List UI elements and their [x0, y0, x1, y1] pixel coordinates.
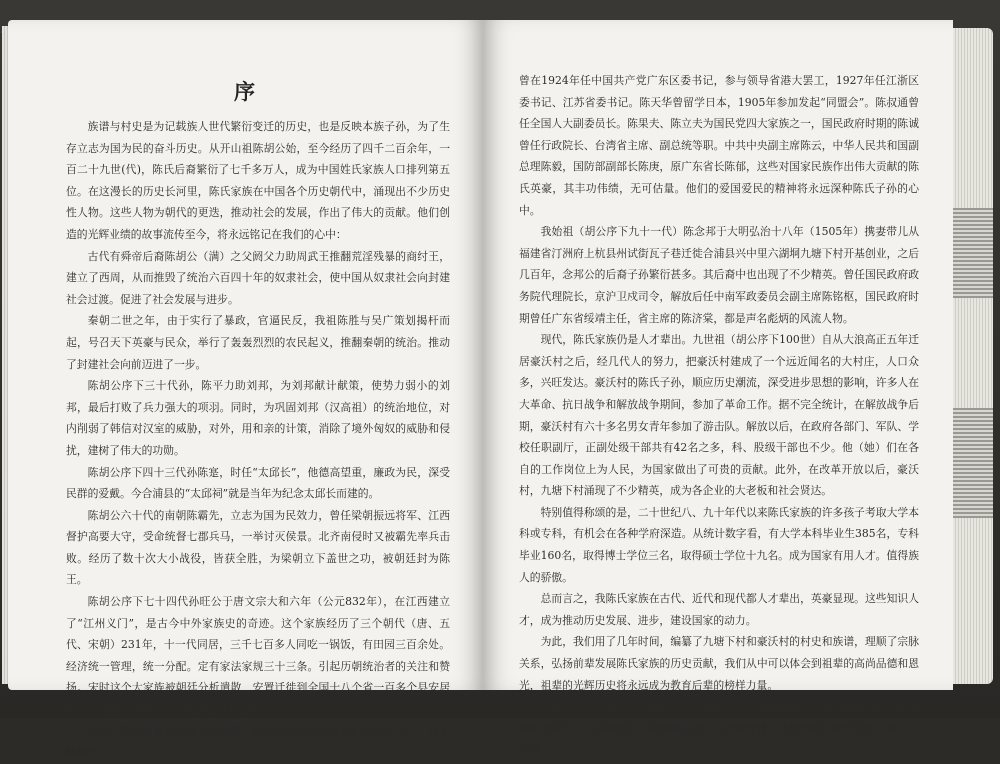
paragraph: 近代，陈氏家族亦出现不少英豪。陈独秀是中国共产党的创始人之一，其子陈延年， — [66, 724, 450, 760]
open-book — [8, 20, 988, 760]
right-page-text — [519, 70, 919, 761]
paragraph: 曾在1924年任中国共产党广东区委书记，参与领导省港大罢工，1927年任江浙区委书记、江苏省委书记。陈天华曾留学日本，1905年参加发起“同盟会”。陈叔通曾任全国人大副委员长。陈果夫、陈立夫为国民党四大家族之一，国民政府时期的陈诚曾任行政院长、台湾省主席、副总统等职。中共中央副主席陈云，中华人民共和国副总理陈毅，国防部副部长陈庚，原广东省长陈郁，这些对国家民族作出伟大贡献的陈氏英豪，其丰功伟绩，无可估量。他们的爱国爱民的精神将永远深种陈氏子孙的心中。 — [519, 74, 919, 217]
left-page — [8, 20, 483, 760]
page-block-edge — [953, 28, 993, 684]
paragraph: 特别值得称颂的是，二十世纪八、九十年代以来陈氏家族的许多孩子考取大学本科或专科，有机会在各种学府深造。从统计数字看，有大学本科毕业生385名，专科毕业160名，取得博士学位三名，取得硕士学位十九名。成为国家有用人才。值得族人的骄傲。 — [519, 505, 919, 584]
paragraph: 陈胡公序下四十三代孙陈寔，时任“太邱长”，他德高望重，廉政为民，深受民群的爱戴。今合浦县的“太邱祠”就是当年为纪念太邱长而建的。 — [66, 465, 450, 501]
paragraph: 为此，我们用了几年时间，编纂了九塘下村和豪沃村的村史和族谱，理顺了宗脉关系，弘扬前辈发展陈氏家族的历史贡献，我们从中可以体会到祖辈的高尚品德和恩光，祖辈的光辉历史将永远成为教育后辈的榜样力量。 — [519, 635, 919, 692]
paragraph: 总而言之，我陈氏家族在古代、近代和现代都人才辈出，英豪显现。这些知识人才，成为推动历史发展、进步，建设国家的动力。 — [519, 592, 919, 627]
paragraph: 陈胡公序下三十代孙，陈平力助刘邦，为刘邦献计献策，使势力弱小的刘邦，最后打败了兵力强大的项羽。同时，为巩固刘邦（汉高祖）的统治地位，对内削弱了韩信对汉室的威胁，对外，用和亲的计策，消除了境外匈奴的威胁和侵扰，建树了伟大的功勋。 — [66, 379, 450, 457]
paragraph: 秦朝二世之年，由于实行了暴政，官逼民反，我祖陈胜与吴广策划揭杆而起，号召天下英豪与民众，举行了轰轰烈烈的农民起义，推翻秦朝的统治。推动了封建社会向前迈进了一步。 — [66, 314, 450, 371]
paragraph: 现代，陈氏家族仍是人才辈出。九世祖（胡公序下100世）自从大浪高正五年迁居豪沃村之后，经几代人的努力，把豪沃村建成了一个远近闻名的大村庄，人口众多，兴旺发达。豪沃村的陈氏子孙，顺应历史潮流，深受进步思想的影响，许多人在大革命、抗日战争和解放战争期间，参加了革命工作。据不完全统计，在解放战争后期，豪沃村有六十多名男女青年参加了游击队。解放以后，在政府各部门、军队、学校任职副厅，正副处级干部共有42名之多，科、股级干部也不少。他（她）们在各自的工作岗位上为人民，为国家做出了可贵的贡献。此外，在改革开放以后，豪沃村，九塘下村涌现了不少精英，成为各企业的大老板和社会贤达。 — [519, 333, 919, 498]
left-page-text — [66, 116, 450, 764]
page-title: 序 — [234, 80, 257, 104]
right-page — [483, 20, 953, 757]
paragraph: 古代有舜帝后裔陈胡公（满）之父阏父力助周武王推翻荒淫残暴的商纣王，建立了西周，从而推毁了统治六百四十年的奴隶社会，使中国从奴隶社会向封建社会过渡。促进了社会发展与进步。 — [66, 249, 450, 306]
paragraph: 这部村史与族谱，其编辑设计上有所创新：一是把村史与族谱有机结合在一起是前所未有的；二是族谱的《家族成员表》在内容安排上比较合理、科学有序，在一个表内 — [519, 700, 919, 757]
paragraph: 我始祖（胡公序下九十一代）陈念邦于大明弘治十八年（1505年）携妻带儿从福建省汀洲府上杭县州试街瓦子巷迁徙合浦县兴中里六湖垌九塘下村开基创业，之后几百年，念邦公的后裔子孙繁衍甚多。其后裔中也出现了不少精英。曾任国民政府政务院代理院长，京沪卫戍司令，解放后任中南军政委员会副主席陈铭枢，国民政府时期曾任广东省绥靖主任，省主席的陈济棠，都是声名彪炳的风流人物。 — [519, 225, 919, 325]
paragraph: 陈胡公序下七十四代孙旺公于唐文宗大和六年（公元832年），在江西建立了“江州义门”，是古今中外家族史的奇迹。这个家族经历了三个朝代（唐、五代、宋朝）231年，十一代同居，三千七百多人同吃一锅饭，有田园三百余处。经济统一管理，统一分配。定有家法家规三十三条。引起历朝统治者的关注和赞扬。宋时这个大家族被朝廷分析遣散，安置迁徙到全国十八个省一百多个县安居乐业。因此，才有“天下陈姓出江州”之说。 — [66, 595, 450, 717]
index-tab — [953, 408, 993, 518]
index-tab — [953, 208, 993, 298]
paragraph: 陈胡公六十代的南朝陈霸先，立志为国为民效力，曾任梁朝振远将军、江西督护高要大守，受命统督七郡兵马，一举讨灭侯景。北齐南侵时又被霸先率兵击败。经历了数十次大小战役，皆获全胜，为梁朝立下盖世之功，被朝廷封为陈王。 — [66, 508, 450, 587]
paragraph: 族谱与村史是为记载族人世代繁衍变迁的历史，也是反映本族子孙，为了生存立志为国为民的奋斗历史。从开山祖陈胡公始，至今经历了四千二百余年，一百二十九世(代)，陈氏后裔繁衍了七千多万人，成为中国姓氏家族人口排列第五位。在这漫长的历史长河里，陈氏家族在中国各个历史朝代中，涌现出不少历史性人物。这些人物为朝代的更迭，推动社会的发展，作出了伟大的贡献。他们创造的光辉业绩的故事流传至今，将永远铭记在我们的心中： — [66, 120, 450, 241]
